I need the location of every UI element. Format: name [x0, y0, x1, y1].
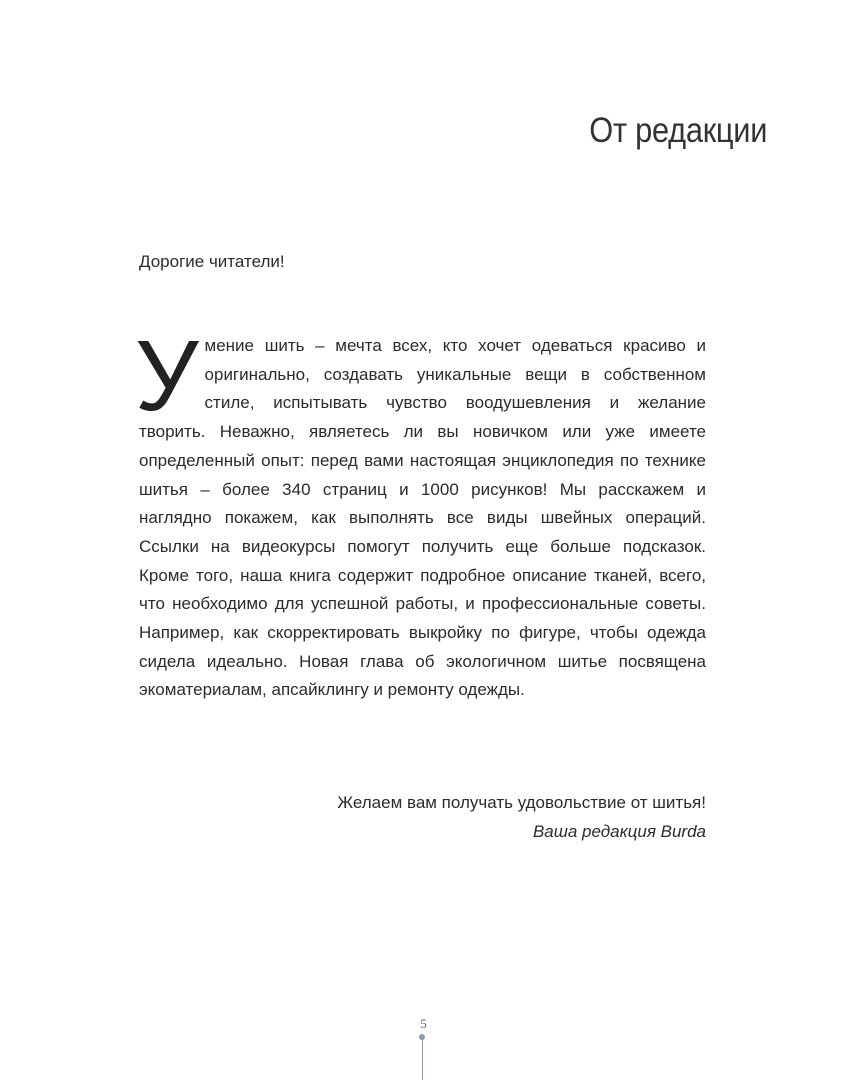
letter-body-text: мение шить – мечта всех, кто хочет одеваться красиво и оригинально, создавать уникальные вещи в собственном стиле, испытывать чувство воодушевления и желание творить. Неважно, являетесь ли вы новичком или уже имеете определенный опыт: перед вами настоящая энциклопедия по технике шитья – более 340 страниц и 1000 рисунков! Мы расскажем и наглядно покажем, как выполнять все виды швейных операций. Ссылки на видеокурсы помогут получить еще больше подсказок. Кроме того, наша книга содержит подробное описание тканей, всего, что необходимо для успешной работы, и профессиональные советы. Например, как скорректировать выкройку по фигуре, чтобы одежда сидела идеально. Новая глава об экологичном шитье посвящена экоматериалам, апсайклингу и ремонту одежды.	[139, 336, 706, 700]
page-number: 5	[420, 1016, 427, 1031]
letter-body	[135, 320, 706, 705]
dropcap-letter: У	[135, 320, 199, 432]
editorial-signature: Ваша редакция Burda	[532, 822, 706, 841]
letter-greeting: Дорогие читатели!	[139, 252, 285, 271]
closing-wish: Желаем вам получать удовольствие от шитья!	[337, 793, 706, 812]
page-marker-line	[422, 1039, 423, 1080]
letter-closing	[337, 788, 706, 846]
page-marker-decoration	[418, 1034, 426, 1080]
page-title: От редакции	[589, 111, 767, 151]
